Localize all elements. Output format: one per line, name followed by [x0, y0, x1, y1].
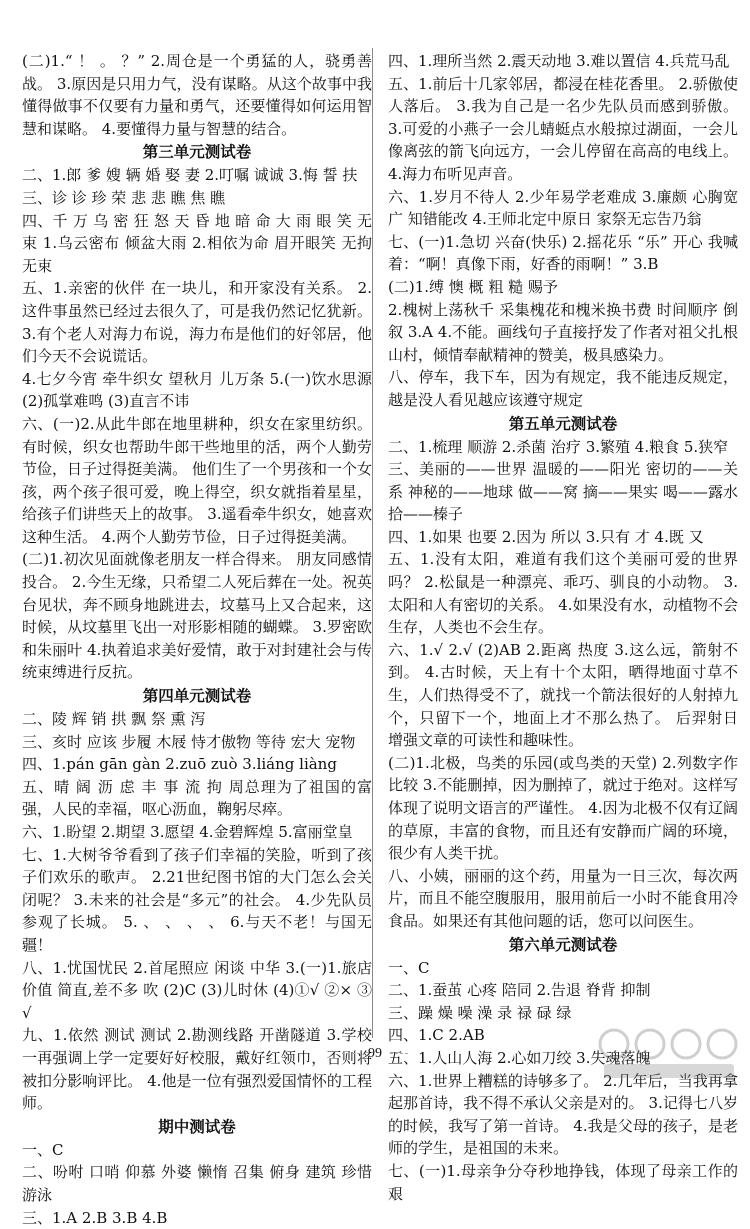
answer-paragraph: 四、1.如果 也要 2.因为 所以 3.只有 才 4.既 又: [388, 526, 738, 549]
answer-paragraph: 二、1.梳理 顺游 2.杀菌 治疗 3.繁殖 4.粮食 5.狭窄: [388, 436, 738, 459]
answer-paragraph: 八、停车，我下车，因为有规定，我不能违反规定，越是没人看见越应该遵守规定: [388, 366, 738, 411]
answer-paragraph: 二、1.郎 爹 嫂 辆 婚 娶 妻 2.叮嘱 诚诚 3.悔 誓 扶: [22, 164, 372, 187]
answer-paragraph: 四、1.pán gān gàn 2.zuō zuò 3.liáng liàng: [22, 753, 372, 776]
answer-paragraph: 2.槐树上荡秋千 采集槐花和槐米换书费 时间顺序 倒叙 3.A 4.不能。画线句子直接抒发了作者对祖父扎根山村，倾情奉献精神的赞美，极具感染力。: [388, 299, 738, 367]
answer-paragraph: 六、1.世界上糟糕的诗够多了。 2.几年后，当我再拿起那首诗，我不得不承认父亲是对的。 3.记得七八岁的时候，我写了第一首诗。 4.我是父母的孩子，是老师的学生，是祖国的未来。: [388, 1070, 738, 1160]
answer-paragraph: 一、C: [22, 1139, 372, 1162]
answer-paragraph: 七、(一)1.母亲争分夺秒地挣钱，体现了母亲工作的艰: [388, 1160, 738, 1205]
answer-paragraph: (二)1.“ ！ 。 ？” 2.周仓是一个勇猛的人，骁勇善战。 3.原因是只用力气，没有谋略。从这个故事中我懂得做事不仅要有力量和勇气，还要懂得如何运用智慧和谋略。 4.要懂得力量与智慧的结合。: [22, 50, 372, 140]
answer-paragraph: 四、1.C 2.AB: [388, 1024, 738, 1047]
answer-paragraph: 六、(一)2.从此牛郎在地里耕种，织女在家里纺织。有时候，织女也帮助牛郎干些地里的活，两个人勤劳节俭，日子过得挺美满。 他们生了一个男孩和一个女孩，两个孩子很可爱，晚上得空，织女就指着星星，给孩子们讲些天上的故事。 3.遥看牵牛织女，她喜欢这种生活。 4.两个人勤劳节俭，日子过得挺美满。: [22, 413, 372, 549]
answer-paragraph: 四、千 万 乌 密 狂 怒 天 昏 地 暗 命 大 雨 眼 笑 无 束 1.乌云密布 倾盆大雨 2.相依为命 眉开眼笑 无拘无束: [22, 210, 372, 278]
watermark-logo-icon: [594, 1022, 744, 1084]
answer-paragraph: 五、晴 阔 沥 虑 丰 事 流 拘 周总理为了祖国的富强，人民的幸福，呕心沥血，鞠躬尽瘁。: [22, 776, 372, 821]
answer-paragraph: 二、1.蚕茧 心疼 陪同 2.告退 脊背 抑制: [388, 979, 738, 1002]
answer-paragraph: 八、1.忧国忧民 2.首尾照应 闲谈 中华 3.(一)1.旅店 价值 简直,差不多 吹 (2)C (3)儿时休 (4)①√ ②× ③√: [22, 957, 372, 1025]
answer-paragraph: 五、1.亲密的伙伴 在一块儿，和开家没有关系。 2.这件事虽然已经过去很久了，可是我仍然记忆犹新。 3.有个老人对海力布说，海力布是他们的好邻居，他们今天不会说谎话。: [22, 277, 372, 367]
answer-paragraph: 三、美丽的——世界 温暖的——阳光 密切的——关系 神秘的——地球 做——窝 摘——果实 喝——露水 拾——榛子: [388, 458, 738, 526]
column-divider: [372, 48, 373, 1038]
section-heading: 第三单元测试卷: [22, 140, 372, 164]
section-heading: 第五单元测试卷: [388, 412, 738, 436]
answer-paragraph: 五、1.人山人海 2.心如刀绞 3.失魂落魄: [388, 1047, 738, 1070]
answer-paragraph: 五、1.前后十几家邻居，都浸在桂花香里。 2.骄傲使人落后。 3.我为自己是一名少先队员而感到骄傲。 3.可爱的小燕子一会儿蜻蜓点水般掠过湖面，一会儿像离弦的箭飞向远方，一会儿停留在高高的电线上。 4.海力布听见声音。: [388, 73, 738, 186]
answer-paragraph: 二、陵 辉 销 拱 飘 祭 熏 泻: [22, 708, 372, 731]
section-heading: 第四单元测试卷: [22, 684, 372, 708]
answer-paragraph: 七、(一)1.急切 兴奋(快乐) 2.摇花乐 “乐” 开心 我喊着：“啊！真像下雨，好香的雨啊！” 3.B: [388, 231, 738, 276]
answer-paragraph: 四、1.理所当然 2.震天动地 3.难以置信 4.兵荒马乱: [388, 50, 738, 73]
answer-paragraph: 三、亥时 应该 步履 木屐 恃才傲物 等待 宏大 宠物: [22, 731, 372, 754]
answer-paragraph: 三、躁 燥 噪 澡 录 禄 碌 绿: [388, 1002, 738, 1025]
answer-paragraph: 八、小姨，丽丽的这个药，用量为一日三次，每次两片，而且不能空腹服用，服用前后一小时不能食用冷食品。如果还有其他问题的话，您可以问医生。: [388, 865, 738, 933]
answer-paragraph: (二)1.北极，鸟类的乐园(或鸟类的天堂) 2.列数字作比较 3.不能删掉，因为删掉了，就过于绝对。这样写体现了说明文语言的严谨性。 4.因为北极不仅有辽阔的草原，丰富的食物，而且还有安静而广阔的环境，很少有人类干扰。: [388, 752, 738, 865]
section-heading: 第六单元测试卷: [388, 933, 738, 957]
answer-paragraph: 六、1.√ 2.√ (2)AB 2.距离 热度 3.这么远，箭射不到。 4.古时候，天上有十个太阳，晒得地面寸草不生，人们热得受不了，就找一个箭法很好的人射掉九个，只留下一个，地面上才不那么热了。 后羿射日 增强文章的可读性和趣味性。: [388, 639, 738, 752]
watermark-logo: [594, 1022, 744, 1084]
answer-paragraph: 二、吩咐 口哨 仰慕 外婆 懒惰 召集 俯身 建筑 珍惜 游泳: [22, 1161, 372, 1206]
answer-paragraph: 五、1.没有太阳，难道有我们这个美丽可爱的世界吗？ 2.松鼠是一种漂亮、乖巧、驯良的小动物。 3.太阳和人有密切的关系。 4.如果没有水，动植物不会生存，人类也不会生存。: [388, 548, 738, 638]
answer-paragraph: 三、诊 诊 珍 荣 悲 悲 瞧 焦 瞧: [22, 187, 372, 210]
answer-paragraph: 三、1.A 2.B 3.B 4.B: [22, 1207, 372, 1229]
section-heading: 期中测试卷: [22, 1115, 372, 1139]
answer-paragraph: 4.七夕今宵 牵牛织女 望秋月 儿万条 5.(一)饮水思源 (2)孤掌难鸣 (3)直言不讳: [22, 368, 372, 413]
answer-paragraph: 一、C: [388, 957, 738, 980]
answer-paragraph: (二)1.初次见面就像老朋友一样合得来。 朋友同感情投合。 2.今生无缘，只希望二人死后葬在一处。祝英台见状，奔不顾身地跳进去，坟墓马上又合起来，这时候，从坟墓里飞出一对形影相随的蝴蝶。 3.罗密欧和朱丽叶 4.执着追求美好爱情，敢于对封建社会与传统束缚进行反抗。: [22, 548, 372, 684]
answer-paragraph: 九、1.依然 测试 测试 2.勘测线路 开凿隧道 3.学校一再强调上学一定要好好校服，戴好红领巾，否则将被扣分影响评比。 4.他是一位有强烈爱国情怀的工程师。: [22, 1024, 372, 1114]
answer-paragraph: 六、1.盼望 2.期望 3.愿望 4.金碧辉煌 5.富丽堂皇: [22, 821, 372, 844]
answer-paragraph: (二)1.缚 懊 概 粗 糙 赐予: [388, 276, 738, 299]
answer-paragraph: 六、1.岁月不待人 2.少年易学老难成 3.廉颇 心胸宽广 知错能改 4.王师北定中原日 家祭无忘告乃翁: [388, 186, 738, 231]
answer-paragraph: 七、1.大树爷爷看到了孩子们幸福的笑脸，听到了孩子们欢乐的歌声。 2.21世纪图书馆的大门怎么会关闭呢？ 3.未来的社会是“多元”的社会。 4.少先队员参观了长城。 5. 、 、 、 、 6.与天不老！与国无疆！: [22, 844, 372, 957]
page-number: 99: [0, 1046, 750, 1062]
